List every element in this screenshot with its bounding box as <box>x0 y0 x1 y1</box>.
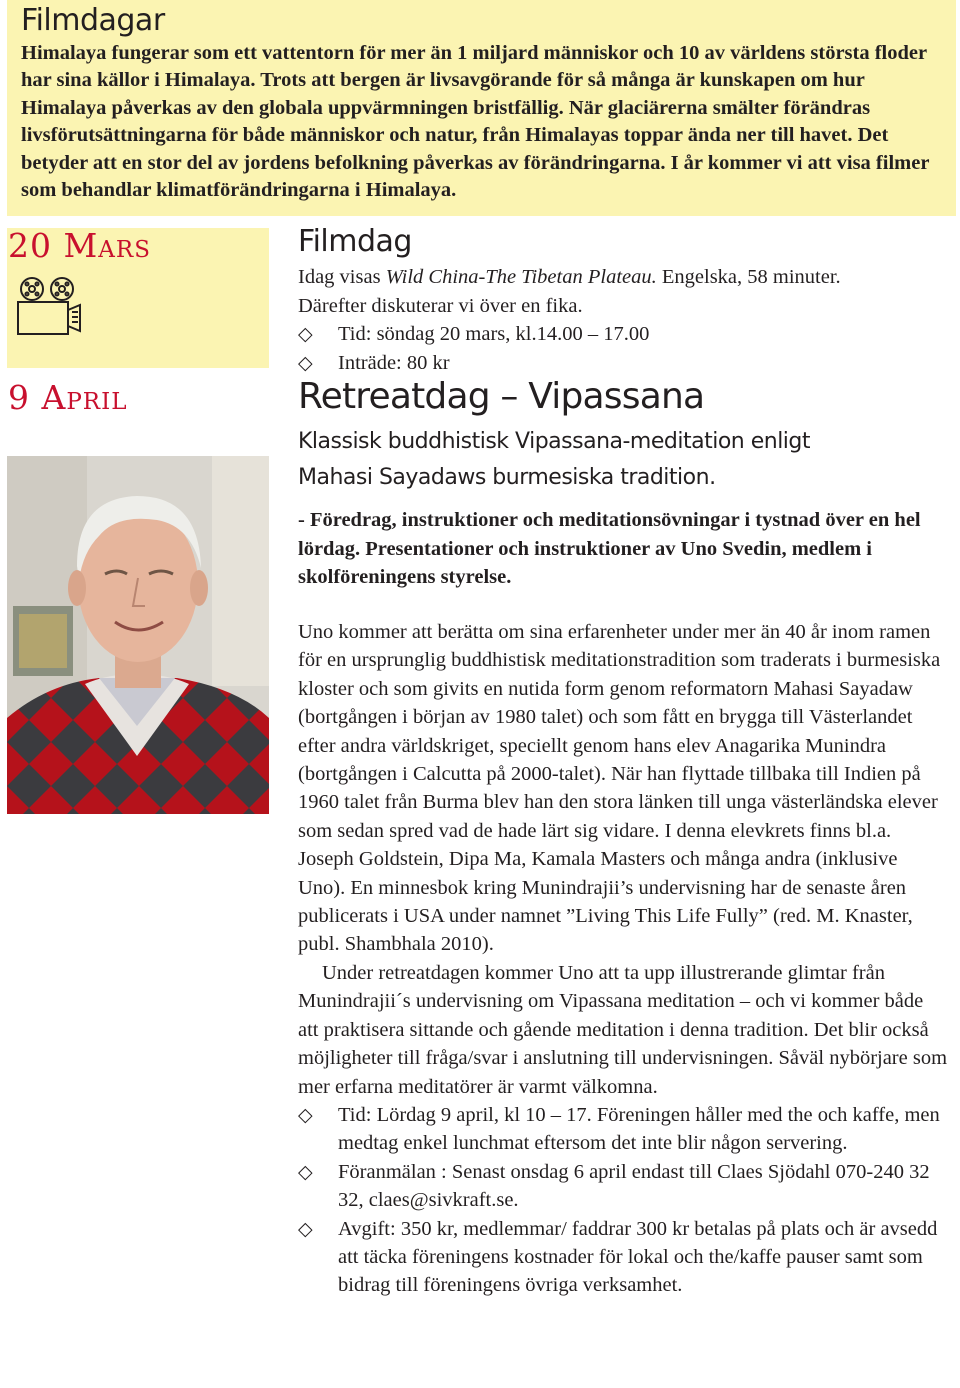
event1-line1-prefix: Idag visas <box>298 266 386 288</box>
event1-time-text: Tid: söndag 20 mars, kl.14.00 – 17.00 <box>338 323 650 345</box>
event2-subtitle-line2: Mahasi Sayadaws burmesiska tradition. <box>298 465 716 490</box>
diamond-dot-icon: ◇ <box>298 1103 313 1126</box>
event2-body <box>298 618 948 1300</box>
event2-fee-text: Avgift: 350 kr, medlemmar/ faddrar 300 kr betalas på plats och är avsedd att täcka föreningens kostnader för lokal och the/kaffe pauser samt som bidrag till föreningens övriga verksamhet. <box>338 1217 938 1297</box>
intro-text: Himalaya fungerar som ett vattentorn för mer än 1 miljard människor och 10 av världens största floder har sina källor i Himalaya. Trots att bergen är livsavgörande för så många är kunskapen om hur Himalaya påverkas av den globala uppvärmningen bristfällig. När glaciärerna smälter förändras livsförutsättningarna för både människor och natur, från Himalayas toppar ända ner till havet. Det betyder att en stor del av jordens befolkning påverkas av förändringarna. I år kommer vi att visa filmer som behandlar klimatförändringarna i Himalaya. <box>21 42 930 202</box>
event2-heading: Retreatdag – Vipassana <box>298 376 705 417</box>
event2-subtitle-line1: Klassisk buddhistisk Vipassana-meditation enligt <box>298 429 811 454</box>
diamond-dot-icon: ◇ <box>298 1217 313 1240</box>
film-title: Wild China-The Tibetan Plateau. <box>385 266 657 288</box>
event2-bullet-time <box>298 1101 948 1158</box>
event1-line1 <box>298 263 948 292</box>
event1-bullet-time <box>298 320 948 349</box>
event-date-april: 9 April <box>8 378 128 417</box>
event2-paragraph1: Uno kommer att berätta om sina erfarenheter under mer än 40 år inom ramen för en ursprunglig buddhistisk meditationstradition som traderats i burmesiska kloster och som givits en nutida form genom reformatorn Mahasi Sayadaw (bortgången i början av 1980 talet) och som fått en brygga till Västerlandet efter andra världskriget, speciellt genom hans elev Anagarika Munindra (bortgången i Calcutta på 2000-talet). När han flyttade tillbaka till Indien på 1960 talet från Burma blev han den stora länken till unga västerländska elever som sedan spred vad de hade lärt sig vidare. I denna elevkrets finns bl.a. Joseph Goldstein, Dipa Ma, Kamala Masters och många andra (inklusive Uno). En minnesbok kring Munindrajii’s undervisning har de senaste åren publicerats i USA under namnet ”Living This Life Fully” (red. M. Knaster, publ. Shambhala 2010). <box>298 621 941 956</box>
event1-bullet-entry <box>298 349 948 378</box>
diamond-dot-icon: ◇ <box>298 351 313 374</box>
intro-box <box>7 0 956 216</box>
diamond-dot-icon: ◇ <box>298 323 313 345</box>
event1-heading: Filmdag <box>298 224 412 259</box>
event2-time-text: Tid: Lördag 9 april, kl 10 – 17. Föreningen håller med the och kaffe, men medtag enkel lunchmat eftersom det inte blir någon servering. <box>338 1103 940 1155</box>
event2-registration-text: Föranmälan : Senast onsdag 6 april endast till Claes Sjödahl 070-240 32 32, claes@sivkraft.se. <box>338 1160 930 1212</box>
event2-paragraph2: Under retreatdagen kommer Uno att ta upp illustrerande glimtar från Munindrajii´s undervisning om Vipassana meditation – och vi kommer både att praktisera sittande och gående meditation i denna tradition. Det blir också möjligheter till fråga/svar i anslutning till undervisningen. Såväl nybörjare som mer erfarna meditatörer är varmt välkomna. <box>298 961 948 1098</box>
event1-line1-suffix: Engelska, 58 minuter. <box>656 266 841 288</box>
portrait-photo <box>7 456 269 814</box>
event1-line2: Därefter diskuterar vi över en fika. <box>298 294 583 317</box>
diamond-dot-icon: ◇ <box>298 1160 313 1183</box>
event-date-march: 20 Mars <box>8 226 151 265</box>
film-projector-icon <box>14 276 84 338</box>
event2-subtitle <box>298 424 948 496</box>
event2-summary: - Föredrag, instruktioner och meditationsövningar i tystnad över en hel lördag. Presentationer och instruktioner av Uno Svedin, medlem i skolföreningens styrelse. <box>298 509 921 588</box>
event2-bullet-fee <box>298 1215 948 1300</box>
event2-bullet-registration <box>298 1158 948 1215</box>
page-title: Filmdagar <box>21 3 165 38</box>
event1-entry-text: Inträde: 80 kr <box>338 351 450 374</box>
event1-details <box>298 263 948 377</box>
